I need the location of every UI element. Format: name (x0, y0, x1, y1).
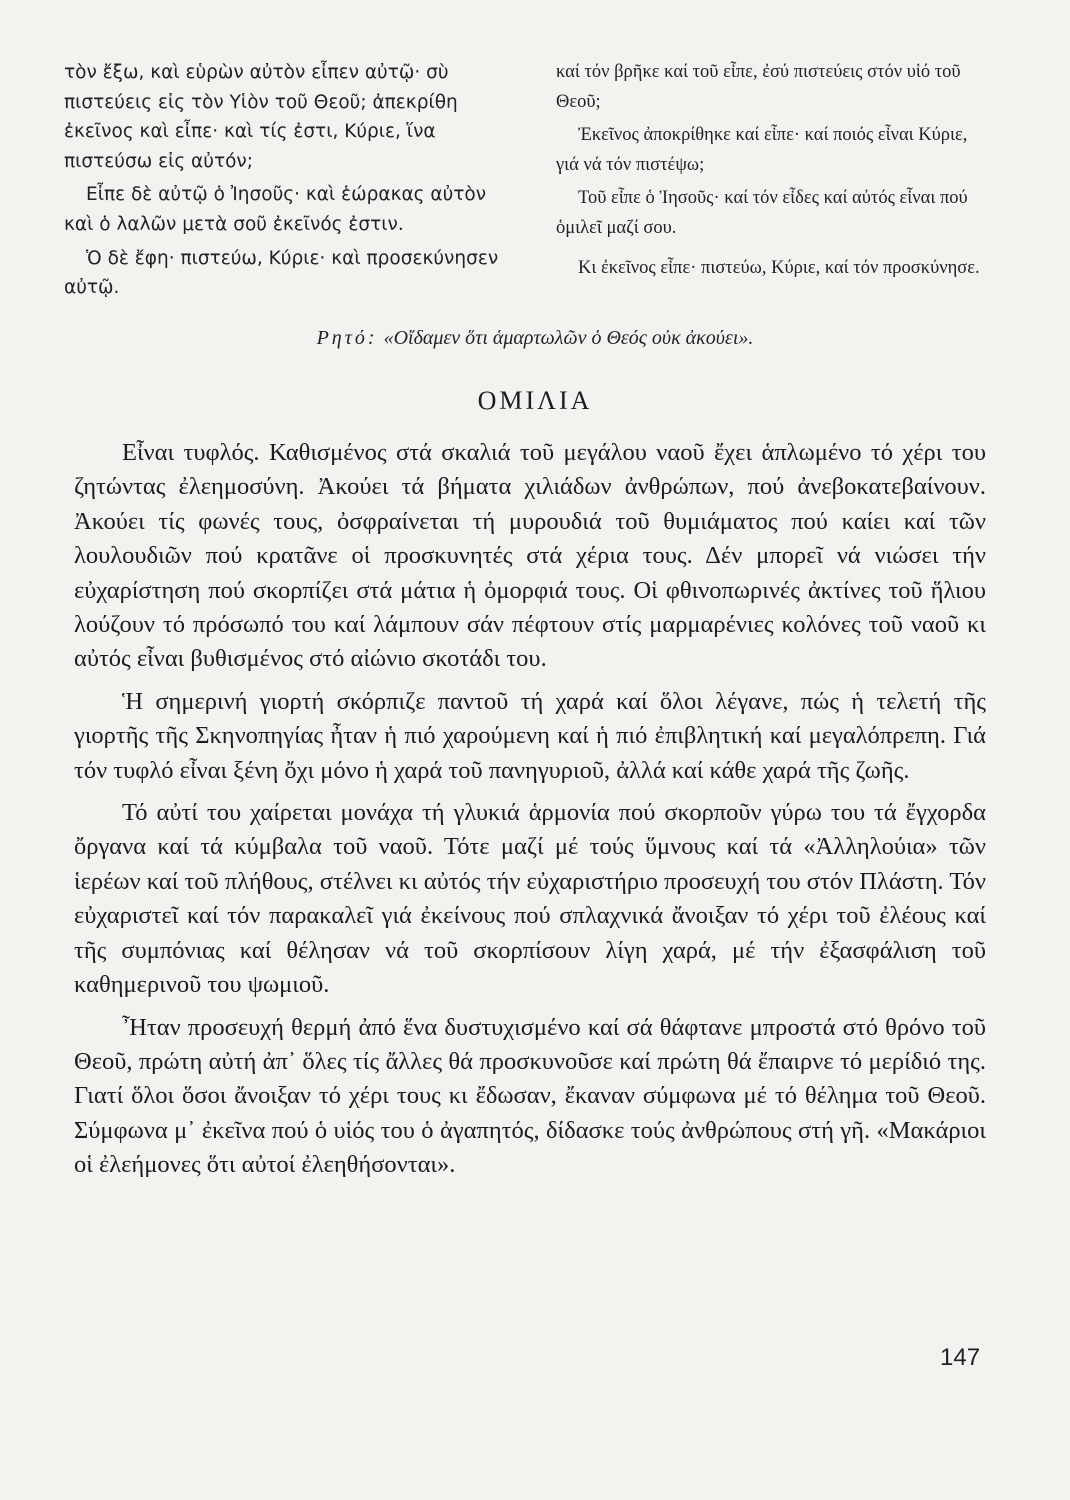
homily-heading: ΟΜΙΛΙΑ (477, 386, 593, 415)
quote-text: «Οἴδαμεν ὅτι ἁμαρτωλῶν ὁ Θεός οὐκ ἀκούει». (383, 327, 754, 349)
translation-paragraph-1: καί τόν βρῆκε καί τοῦ εἶπε, ἐσύ πιστεύεις στόν υἱό τοῦ Θεοῦ; (556, 62, 961, 112)
ancient-text-paragraph-2: Εἶπε δὲ αὐτῷ ὁ Ἰησοῦς· καὶ ἑώρακας αὐτὸν καὶ ὁ λαλῶν μετὰ σοῦ ἐκεῖνός ἐστιν. (64, 184, 487, 235)
page-number: 147 (940, 1344, 981, 1371)
scripture-quote (0, 327, 1070, 350)
translation-paragraph-3: Τοῦ εἶπε ὁ Ἰησοῦς· καί τόν εἶδες καί αὐτός εἶναι πού ὁμιλεῖ μαζί σου. (556, 188, 968, 238)
homily-paragraph: Ἡ σημερινή γιορτή σκόρπιζε παντοῦ τή χαρά καί ὅλοι λέγανε, πώς ἡ τελετή τῆς γιορτῆς τῆς Σκηνοπηγίας ἦταν ἡ πιό χαρούμενη καί ἡ πιό ἐπιβλητική καί μεγαλόπρεπη. Γιά τόν τυφλό εἶναι ξένη ὄχι μόνο ἡ χαρά τοῦ πανηγυριοῦ, ἀλλά καί κάθε χαρά τῆς ζωῆς. (74, 687, 986, 784)
quote-label: Ρητό: (316, 327, 378, 349)
ancient-text-paragraph-3: Ὁ δὲ ἔφη· πιστεύω, Κύριε· καὶ προσεκύνησεν αὐτῷ. (64, 247, 499, 299)
ancient-text-paragraph-1: τὸν ἔξω, καὶ εὑρὼν αὐτὸν εἶπεν αὐτῷ· σὺ πιστεύεις εἰς τὸν Υἱὸν τοῦ Θεοῦ; ἀπεκρίθη ἐκεῖνος καὶ εἶπε· καὶ τίς ἐστι, Κύριε, ἵνα πιστεύσω εἰς αὐτόν; (64, 62, 458, 172)
translation-paragraph-4: Κι ἐκεῖνος εἶπε· πιστεύω, Κύριε, καί τόν προσκύνησε. (578, 257, 980, 278)
ancient-greek-column (64, 58, 504, 307)
homily-paragraph: Εἶναι τυφλός. Καθισμένος στά σκαλιά τοῦ μεγάλου ναοῦ ἔχει ἁπλωμένο τό χέρι του ζητώντας ἐλεημοσύνη. Ἀκούει τά βήματα χιλιάδων ἀνθρώπων, πού ἀνεβοκατεβαίνουν. Ἀκούει τίς φωνές τους, ὀσφραίνεται τή μυρουδιά τοῦ θυμιάματος πού καίει καί τῶν λουλουδιῶν πού κρατᾶνε οἱ προσκυνητές στά χέρια τους. Δέν μπορεῖ νά νιώσει τήν εὐχαρίστηση πού σκορπίζει στά μάτια ἡ ὀμορφιά τους. Οἱ φθινοπωρινές ἀκτίνες τοῦ ἥλιου λούζουν τό πρόσωπό του καί λάμπουν σάν πέφτουν στίς μαρμαρένιες κολόνες τοῦ ναοῦ κι αὐτός εἶναι βυθισμένος στό αἰώνιο σκοτάδι του. (74, 439, 986, 673)
homily-body (74, 436, 986, 1191)
homily-paragraph: Ἦταν προσευχή θερμή ἀπό ἕνα δυστυχισμένο καί σά θάφτανε μπροστά στό θρόνο τοῦ Θεοῦ, πρώτη αὐτή ἀπ᾽ ὅλες τίς ἄλλες θά προσκυνοῦσε καί πρώτη θά ἔπαιρνε τό μερίδιό της. Γιατί ὅλοι ὅσοι ἄνοιξαν τό χέρι τους κι ἔδωσαν, ἔκαναν σύμφωνα μέ τό θέλημα τοῦ Θεοῦ. Σύμφωνα μ᾽ ἐκεῖνα πού ὁ υἱός του ὁ ἀγαπητός, δίδασκε τούς ἀνθρώπους στή γῆ. «Μακάριοι οἱ ἐλεήμονες ὅτι αὐτοί ἐλεηθήσονται». (74, 1013, 986, 1179)
translation-paragraph-2: Ἐκεῖνος ἀποκρίθηκε καί εἶπε· καί ποιός εἶναι Κύριε, γιά νά τόν πιστέψω; (556, 125, 968, 175)
homily-paragraph: Τό αὐτί του χαίρεται μονάχα τή γλυκιά ἁρμονία πού σκορποῦν γύρω του τά ἔγχορδα ὄργανα καί τά κύμβαλα τοῦ ναοῦ. Τότε μαζί μέ τούς ὕμνους καί τά «Ἀλληλούια» τῶν ἱερέων καί τοῦ πλήθους, στέλνει κι αὐτός τήν εὐχαριστήριο προσευχή του στόν Πλάστη. Τόν εὐχαριστεῖ καί τόν παρακαλεῖ γιά ἐκείνους πού σπλαχνικά ἄνοιξαν τό χέρι τοῦ ἐλέους καί τῆς συμπόνιας καί θέλησαν νά τοῦ σκορπίσουν λίγη χαρά, μέ τήν ἐξασφάλιση τοῦ καθημερινοῦ του ψωμιοῦ. (74, 799, 986, 999)
modern-greek-column (556, 58, 986, 287)
